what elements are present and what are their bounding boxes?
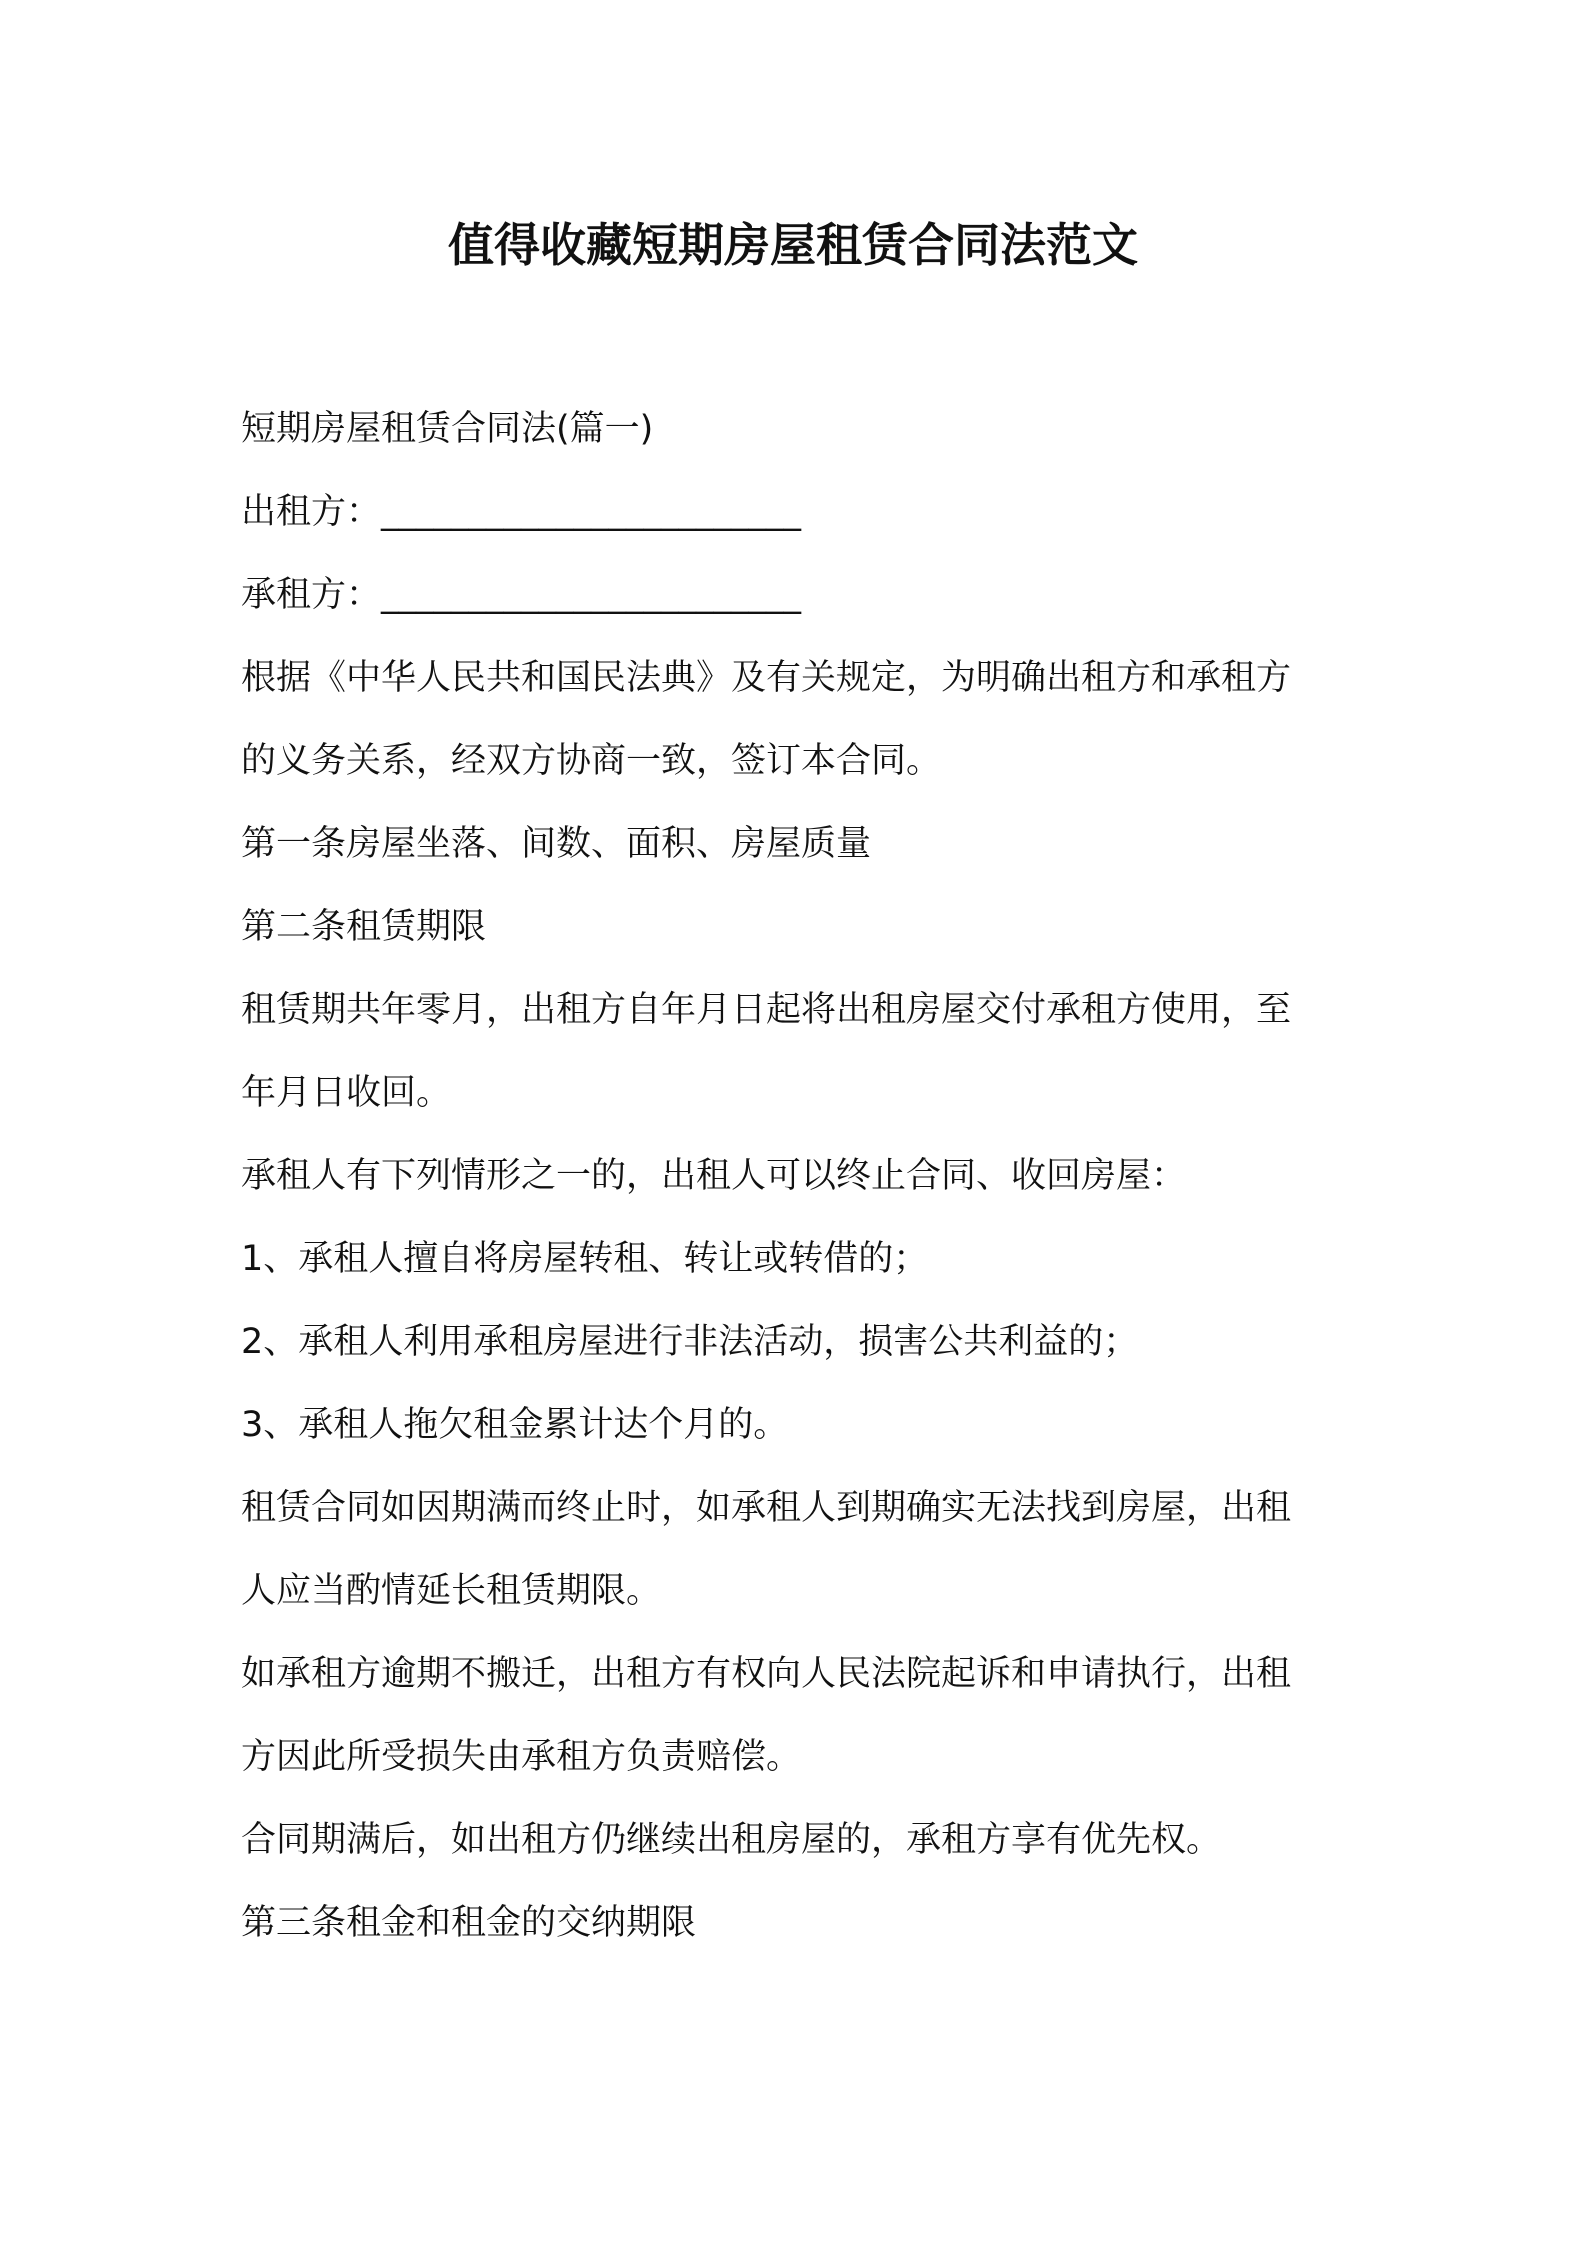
article-heading: 第三条租金和租金的交纳期限	[241, 1903, 697, 1943]
lessee-field: 承租方：________________________	[241, 575, 802, 615]
document-title: 值得收藏短期房屋租赁合同法范文	[448, 218, 1138, 272]
paragraph-line: 如承租方逾期不搬迁，出租方有权向人民法院起诉和申请执行，出租	[241, 1654, 1292, 1694]
list-item: 3、承租人拖欠租金累计达个月的。	[241, 1405, 789, 1445]
paragraph-line: 的义务关系，经双方协商一致，签订本合同。	[241, 741, 942, 781]
paragraph-line: 承租人有下列情形之一的，出租人可以终止合同、收回房屋：	[241, 1156, 1187, 1196]
section-heading: 短期房屋租赁合同法(篇一)	[241, 409, 654, 449]
lessor-field: 出租方：________________________	[241, 492, 802, 532]
paragraph-line: 根据《中华人民共和国民法典》及有关规定，为明确出租方和承租方	[241, 658, 1292, 698]
paragraph-line: 方因此所受损失由承租方负责赔偿。	[241, 1737, 802, 1777]
article-heading: 第一条房屋坐落、间数、面积、房屋质量	[241, 824, 872, 864]
article-heading: 第二条租赁期限	[241, 907, 487, 947]
paragraph-line: 租赁合同如因期满而终止时，如承租人到期确实无法找到房屋，出租	[241, 1488, 1292, 1528]
list-item: 2、承租人利用承租房屋进行非法活动，损害公共利益的；	[241, 1322, 1139, 1362]
paragraph-line: 租赁期共年零月，出租方自年月日起将出租房屋交付承租方使用，至	[241, 990, 1292, 1030]
document-body	[241, 408, 1361, 1985]
paragraph-line: 合同期满后，如出租方仍继续出租房屋的，承租方享有优先权。	[241, 1820, 1222, 1860]
list-item: 1、承租人擅自将房屋转租、转让或转借的；	[241, 1239, 929, 1279]
paragraph-line: 人应当酌情延长租赁期限。	[241, 1571, 662, 1611]
paragraph-line: 年月日收回。	[241, 1073, 452, 1113]
